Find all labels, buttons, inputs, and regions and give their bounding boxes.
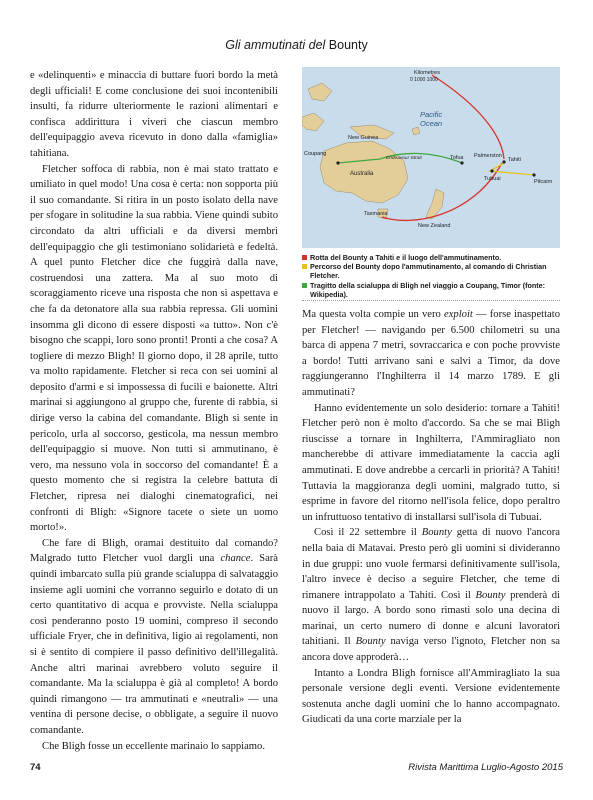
tofua-dot: [460, 161, 463, 164]
right-column: [302, 307, 560, 728]
paragraph: Così il 22 settembre il Bounty getta di nuovo l'ancora nella baia di Matavai. Presto però gli uomini si divideranno in due gruppi: uno vuole fermarsi definitivamente sull'isola, l'altro invece è deciso a seguire Fletcher, che teme di rimanere intrappolato a Tahiti. Così il Bounty prenderà di nuovo il largo. A bordo sono rimasti solo una decina di marinai, un certo numero di donne e alcuni lavoratori tahitiani. Il Bounty naviga verso l'ignoto, Fletcher non sa ancora dove approderà…: [302, 527, 560, 664]
label-new-zealand: New Zealand: [418, 223, 451, 229]
route-map: [302, 67, 560, 248]
ocean-label-2: Ocean: [420, 119, 443, 128]
paragraph: Ma questa volta compie un vero exploit — forse inaspettato per Fletcher! — navigando per 6.500 chilometri su una barca di appena 7 metri, sovraccarica e con poche provviste a bordo! Tutti arrivano sani e salvi a Timor, da dove raggiungeranno l'Inghilterra il 14 marzo 1789. E gli ammutinati?: [302, 309, 561, 398]
italic-term: Bounty: [475, 589, 506, 601]
legend-swatch-yellow: [302, 264, 307, 269]
running-header: [0, 38, 593, 52]
legend-text: Tragitto della scialuppa di Bligh nel viaggio a Coupang, Timor (fonte: Wikipedia).: [310, 280, 546, 299]
label-australia: Australia: [350, 171, 374, 177]
left-column: [30, 68, 278, 754]
label-tubuai: Tubuai: [484, 176, 501, 182]
paragraph: Hanno evidentemente un solo desiderio: tornare a Tahiti! Fletcher però non è molto d'accordo. Sa che se mai Bligh riuscisse a tornare in Inghilterra, l'Ammiragliato non mancherebbe di attivare immediatamente la caccia agli ammutinati. E dove andrebbe a cercarli in priorità? A Tahiti! Tuttavia la maggioranza degli uomini, malgrado tutto, si esprime in favore del ritorno nell'isola felice, dopo peraltro un infruttuoso tentativo di installarsi sull'isola di Tubuai.: [302, 402, 560, 523]
paragraph: Che Bligh fosse un eccellente marinaio lo sappiamo.: [42, 740, 265, 752]
label-tofua: Tofua: [450, 155, 464, 161]
legend-item: [302, 262, 560, 280]
italic-term: chance: [220, 553, 251, 565]
paragraph: Fletcher soffoca di rabbia, non è mai stato trattato e umiliato in quel modo! Una cosa è certa: non sopporta più il suo comandante. Si ritira in un posto isolato della nave per sfogare in solitudine la sua rabbia. Viene quindi subito circondato da altri ufficiali e da diversi membri dell'equipaggio che gli testimoniano solidarietà e fedeltà. A quel punto Fletcher dice che fuggirà dalla nave, costruendosi una zattera. Ma al suo moto di scoraggiamento riceve una risposta che non si aspettava e che fa da detonatore alla sua rabbia repressa. Gli uomini insomma gli dicono di essere disposti «a tutto». Non c'è bisogno che scappi, loro sono pronti! Pronti a che cosa? A togliere di mezzo Bligh! Il giorno dopo, il 28 aprile, tutto va molto rapidamente. Fletcher si reca con sei uomini al deposito d'armi e si impossessa di fucili e baionette. Altri marinai si aggiungono al gruppo che, furente di rabbia, si dirige verso la cabina del comandante. Bligh si sente in pericolo, urla al soccorso, gesticola, ma nessun membro dell'equipaggio si muove. Non tutti si ammutinano, è vero, ma nessuno vola in soccorso del comandante! È a questo momento che si registra la celebre battuta di Fletcher, ripresa nei dialoghi cinematografici, nei confronti di Bligh: «Signore tacete o siete un uomo morto!».: [30, 163, 278, 534]
label-palmerston: Palmerston: [474, 153, 502, 159]
page-number: 74: [30, 762, 41, 773]
label-tahiti: Tahiti: [508, 157, 521, 163]
caption-divider: [302, 300, 560, 301]
pitcairn-dot: [532, 173, 535, 176]
italic-term: Bounty: [355, 636, 386, 648]
legend-item: [302, 253, 560, 262]
journal-footer: Rivista Marittima Luglio-Agosto 2015: [408, 762, 563, 773]
label-tasmania: Tasmania: [364, 211, 388, 217]
tahiti-dot: [502, 160, 505, 163]
ocean-label-1: Pacific: [420, 110, 443, 119]
legend-swatch-green: [302, 283, 307, 288]
legend-text: Percorso del Bounty dopo l'ammutinamento, al comando di Christian Fletcher.: [310, 262, 547, 281]
map-legend: [302, 253, 560, 299]
map-svg: [302, 67, 560, 248]
label-endeavour-strait: Endeavour Strait: [386, 156, 422, 161]
italic-term: Bounty: [421, 527, 452, 539]
legend-item: [302, 281, 560, 299]
tubuai-dot: [490, 169, 493, 172]
label-new-guinea: New Guinea: [348, 135, 379, 141]
legend-swatch-red: [302, 255, 307, 260]
italic-term: exploit: [444, 309, 473, 320]
scale-value: 0 1000 1000: [410, 77, 438, 83]
paragraph: Che fare di Bligh, oramai destituito dal comando? Malgrado tutto Fletcher vuol dargli una chance. Sarà quindi imbarcato sulla più grande scialuppa di salvataggio insieme agli uomini che vorranno seguirlo e dotato di un certo quantitativo di acqua e provviste. Nella scialuppa così penderanno posto 19 uomini, compreso il secondo ufficiale Fryer, che in definitiva, ligio ai regolamenti, non si è sentito di compiere il passo definitivo dell'illegalità. Anche altri marinai avrebbero voluto seguire il comandante. Ma la scialuppa è già al completo! A bordo quindi rimangono — tra ammutinati e «neutrali» — una ventina di persone decise, o obbligate, a seguire il nuovo comandante.: [30, 537, 279, 736]
header-title-italic: Gli ammutinati del: [225, 38, 326, 52]
paragraph: Intanto a Londra Bligh fornisce all'Ammiragliato la sua personale versione degli eventi. Versione evidentemente sostenuta anche dagli uomini che lo hanno accompagnato. Giudicati da una corte marziale per la: [302, 667, 560, 726]
scale-label: Kilometres: [414, 70, 440, 76]
label-pitcairn: Pitcairn: [534, 179, 553, 185]
legend-text: Rotta del Bounty a Tahiti e il luogo dell'ammutinamento.: [310, 253, 502, 262]
paragraph: e «delinquenti» e minaccia di buttare fuori bordo la metà degli ufficiali! E come conclusione dei suoi incontenibili insulti, fa ridurre ulteriormente le razioni alimentari e confisca addirittura i viveri che ciascun membro dell'equipaggio aveva ricevuto in dono dalla «famiglia» tahitiana.: [30, 70, 278, 159]
label-coupang: Coupang: [304, 151, 327, 157]
coupang-dot: [336, 161, 339, 164]
header-title-plain: Bounty: [328, 38, 368, 52]
